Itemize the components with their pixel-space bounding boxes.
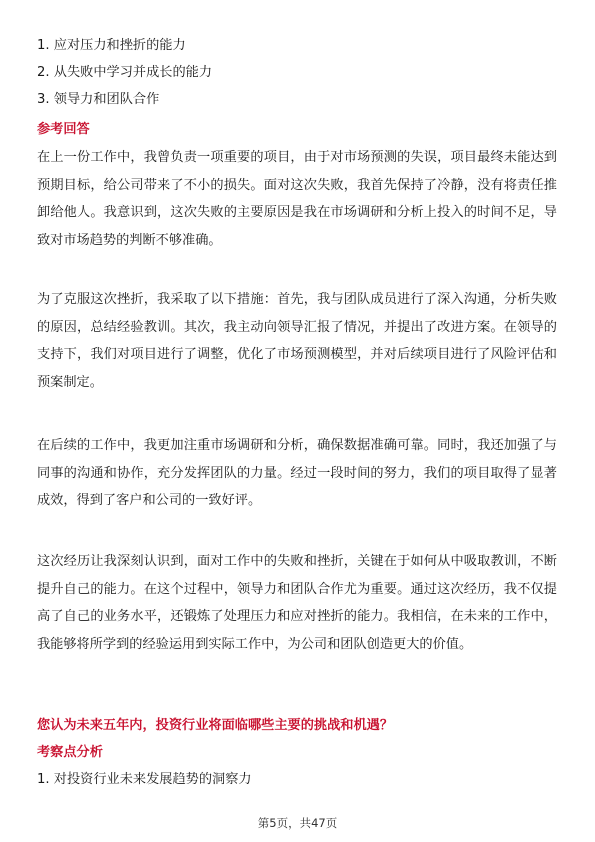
- answer-paragraph-2: 为了克服这次挫折，我采取了以下措施：首先，我与团队成员进行了深入沟通，分析失败的原因，总结经验教训。其次，我主动向领导汇报了情况，并提出了改进方案。在领导的支持下，我们对项目进行了调整，优化了市场预测模型，并对后续项目进行了风险评估和预案制定。: [37, 292, 557, 390]
- answer-paragraph-3: 在后续的工作中，我更加注重市场调研和分析，确保数据准确可靠。同时，我还加强了与同事的沟通和协作，充分发挥团队的力量。经过一段时间的努力，我们的项目取得了显著成效，得到了客户和公司的一致好评。: [37, 438, 557, 508]
- list-item: 3. 领导力和团队合作: [37, 92, 160, 107]
- list-item: 2. 从失败中学习并成长的能力: [37, 65, 213, 80]
- analysis-item: 1. 对投资行业未来发展趋势的洞察力: [37, 772, 252, 787]
- answer-paragraph-1: 在上一份工作中，我曾负责一项重要的项目，由于对市场预测的失误，项目最终未能达到预期目标，给公司带来了不小的损失。面对这次失败，我首先保持了冷静，没有将责任推卸给他人。我意识到，这次失败的主要原因是我在市场调研和分析上投入的时间不足，导致对市场趋势的判断不够准确。: [37, 150, 557, 248]
- list-item: 1. 应对压力和挫折的能力: [37, 38, 186, 53]
- question-heading: 您认为未来五年内，投资行业将面临哪些主要的挑战和机遇？: [37, 718, 394, 733]
- answer-paragraph-4: 这次经历让我深刻认识到，面对工作中的失败和挫折，关键在于如何从中吸取教训，不断提升自己的能力。在这个过程中，领导力和团队合作尤为重要。通过这次经历，我不仅提高了自己的业务水平，还锻炼了处理压力和应对挫折的能力。我相信，在未来的工作中，我能够将所学到的经验运用到实际工作中，为公司和团队创造更大的价值。: [37, 554, 557, 652]
- page-number: 第5页，共47页: [257, 816, 338, 830]
- analysis-heading: 考察点分析: [37, 745, 103, 760]
- answer-heading: 参考回答: [37, 122, 90, 137]
